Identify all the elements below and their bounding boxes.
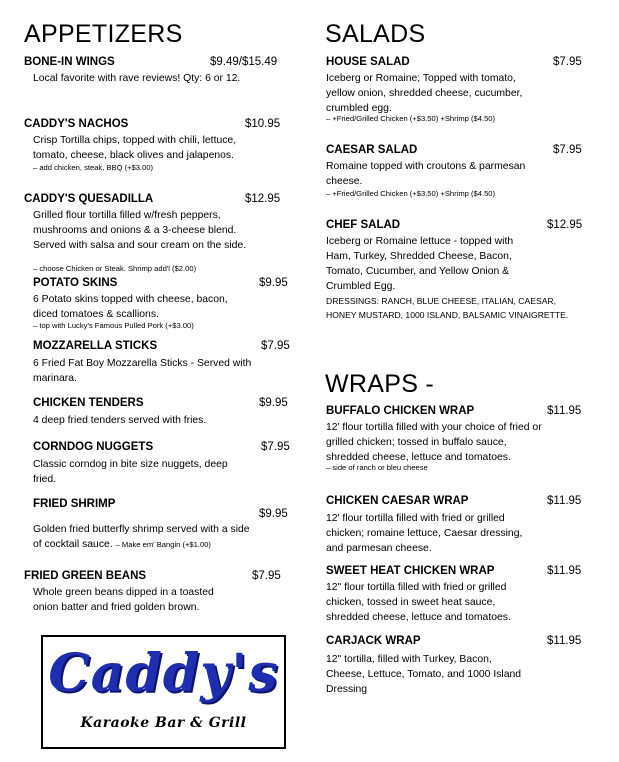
menu-item-price: $7.95 [252,570,281,582]
menu-item-name: CHICKEN TENDERS [33,397,144,409]
menu-item-name: CHICKEN CAESAR WRAP [326,495,469,507]
menu-item-desc [33,522,251,552]
menu-item-note: – choose Chicken or Steak. Shrimp add'l ($2.00) [33,264,197,273]
caddys-logo [41,635,286,749]
menu-item-desc: Romaine topped with croutons & parmesan cheese. [326,161,526,187]
menu-item-name: FRIED GREEN BEANS [24,570,147,582]
menu-item-desc: 12' flour tortilla filled with your choice of fried or grilled chicken; tossed in buffalo sauce, shredded cheese, lettuce and tomatoes. [326,422,542,463]
menu-item-price: $12.95 [547,219,583,231]
menu-item-price: $11.95 [547,495,582,507]
menu-item-note: – side of ranch or bleu cheese [326,463,428,472]
menu-item-name: POTATO SKINS [33,277,118,289]
menu-item-desc: 6 Fried Fat Boy Mozzarella Sticks - Served with marinara. [33,358,252,384]
menu-item-price: $9.95 [259,508,288,520]
menu-item-name: CADDY'S NACHOS [24,118,129,130]
menu-item-name: MOZZARELLA STICKS [33,340,158,352]
menu-item-note: – +Fried/Grilled Chicken (+$3.50) +Shrimp ($4.50) [326,114,496,123]
menu-item-price: $7.95 [553,56,582,68]
menu-item-name: CHEF SALAD [326,219,401,231]
appetizers-title: APPETIZERS [24,20,183,48]
wraps-title: WRAPS - [325,370,435,398]
salads-title: SALADS [325,20,426,48]
menu-item-desc: 12" tortilla, filled with Turkey, Bacon, Cheese, Lettuce, Tomato, and 1000 Island Dressing [326,654,522,695]
menu-item-desc: 12' flour tortilla filled with fried or grilled chicken; romaine lettuce, Caesar dressing, and parmesan cheese. [326,513,523,554]
menu-item-name: SWEET HEAT CHICKEN WRAP [326,565,495,577]
menu-item-note: – Make em' Bangin (+$1.00) [115,540,211,549]
menu-item-note: – +Fried/Grilled Chicken (+$3.50) +Shrimp ($4.50) [326,189,496,198]
menu-item-name: BUFFALO CHICKEN WRAP [326,405,475,417]
menu-item-desc-text: Golden fried butterfly shrimp served with a side of cocktail sauce. [33,524,250,550]
menu-item-price: $7.95 [553,144,582,156]
menu-item-desc: Local favorite with rave reviews! Qty: 6 or 12. [33,73,241,84]
menu-item-price: $7.95 [261,340,290,352]
logo-wordmark: Caddy's [48,643,279,704]
menu-item-price: $9.95 [259,277,288,289]
menu-item-desc: 6 Potato skins topped with cheese, bacon, diced tomatoes & scallions. [33,294,228,320]
menu-item-name: CARJACK WRAP [326,635,421,647]
menu-item-price: $10.95 [245,118,281,130]
menu-item-desc: Whole green beans dipped in a toasted onion batter and fried golden brown. [33,587,214,613]
menu-item-name: HOUSE SALAD [326,56,410,68]
menu-item-price: $9.95 [259,397,288,409]
menu-item-desc: Iceberg or Romaine lettuce - topped with Ham, Turkey, Shredded Cheese, Bacon, Tomato, Cucumber, and Yellow Onion & Crumbled Egg. [326,236,514,292]
menu-item-name: CORNDOG NUGGETS [33,441,154,453]
menu-item-name: CADDY'S QUESADILLA [24,193,154,205]
menu-item-name: CAESAR SALAD [326,144,418,156]
menu-item-price: $11.95 [547,565,582,577]
menu-item-desc: 12" flour tortilla filled with fried or grilled chicken, tossed in sweet heat sauce, shredded cheese, lettuce and tomatoes. [326,582,511,623]
menu-item-desc: Crisp Tortilla chips, topped with chili, lettuce, tomato, cheese, black olives and jalapenos. [33,135,237,161]
menu-item-note: – top with Lucky's Famous Pulled Pork (+$3.00) [33,321,194,330]
menu-item-desc: 4 deep fried tenders served with fries. [33,415,207,426]
menu-item-price: $9.49/$15.49 [210,56,278,68]
menu-item-name: FRIED SHRIMP [33,498,116,510]
dressings-list: DRESSINGS: RANCH, BLUE CHEESE, ITALIAN, CAESAR, HONEY MUSTARD, 1000 ISLAND, BALSAMIC VINAIGRETTE. [326,296,569,320]
menu-item-name: BONE-IN WINGS [24,56,115,68]
menu-item-price: $11.95 [547,405,582,417]
menu-item-desc: Iceberg or Romaine; Topped with tomato, yellow onion, shredded cheese, cucumber, crumbled egg. [326,73,523,114]
menu-item-desc: Classic corndog in bite size nuggets, deep fried. [33,459,228,485]
menu-item-note: – add chicken, steak, BBQ (+$3.00) [33,163,154,172]
menu-item-desc: Grilled flour tortilla filled w/fresh peppers, mushrooms and onions & a 3-cheese blend. Served with salsa and sour cream on the side. [33,210,247,251]
menu-item-price: $12.95 [245,193,281,205]
logo-tagline: Karaoke Bar & Grill [80,715,247,731]
menu-item-price: $7.95 [261,441,290,453]
menu-item-price: $11.95 [547,635,582,647]
